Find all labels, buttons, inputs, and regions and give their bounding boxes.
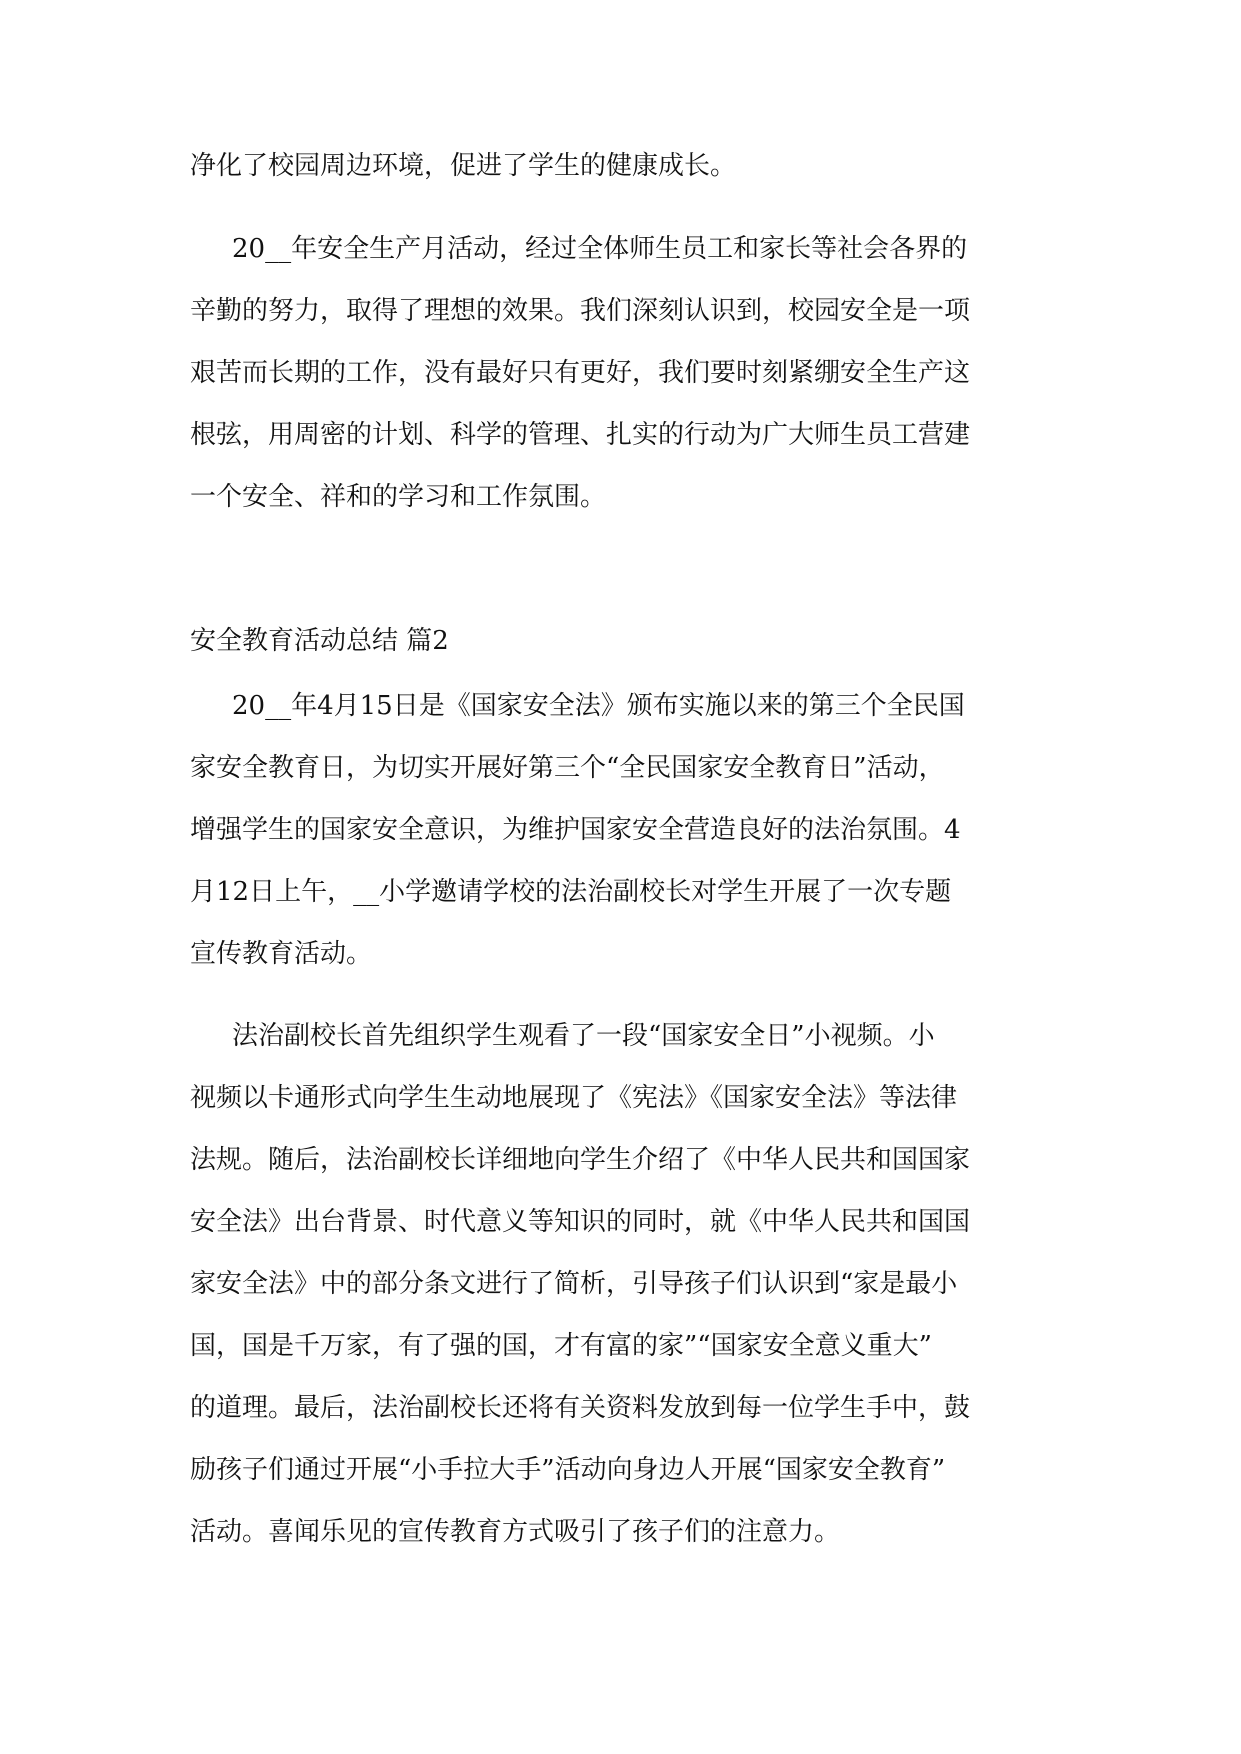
paragraph-line: 活动。喜闻乐见的宣传教育方式吸引了孩子们的注意力。 xyxy=(190,1517,841,1547)
paragraph-line: 的道理。最后，法治副校长还将有关资料发放到每一位学生手中，鼓 xyxy=(190,1393,971,1423)
paragraph-line: 辛勤的努力，取得了理想的效果。我们深刻认识到，校园安全是一项 xyxy=(190,296,971,326)
paragraph-line: 安全法》出台背景、时代意义等知识的同时，就《中华人民共和国国 xyxy=(190,1207,971,1237)
paragraph-line: 家安全教育日，为切实开展好第三个“全民国家安全教育日”活动， xyxy=(190,753,945,783)
paragraph-line: 法规。随后，法治副校长详细地向学生介绍了《中华人民共和国国家 xyxy=(190,1145,971,1175)
paragraph-line: 20__年4月15日是《国家安全法》颁布实施以来的第三个全民国 xyxy=(232,691,965,721)
section-heading: 安全教育活动总结 篇2 xyxy=(190,626,449,656)
paragraph-line: 20__年安全生产月活动，经过全体师生员工和家长等社会各界的 xyxy=(232,234,968,264)
paragraph-line: 月12日上午，__小学邀请学校的法治副校长对学生开展了一次专题 xyxy=(190,877,952,907)
paragraph-line: 宣传教育活动。 xyxy=(190,939,373,969)
paragraph-line: 视频以卡通形式向学生生动地展现了《宪法》《国家安全法》等法律 xyxy=(190,1083,958,1113)
paragraph-line: 法治副校长首先组织学生观看了一段“国家安全日”小视频。小 xyxy=(232,1021,935,1051)
paragraph-line: 艰苦而长期的工作，没有最好只有更好，我们要时刻紧绷安全生产这 xyxy=(190,358,971,388)
paragraph-line: 一个安全、祥和的学习和工作氛围。 xyxy=(190,482,607,512)
paragraph-line: 增强学生的国家安全意识，为维护国家安全营造良好的法治氛围。4 xyxy=(190,815,961,845)
paragraph-line: 家安全法》中的部分条文进行了简析，引导孩子们认识到“家是最小 xyxy=(190,1269,958,1299)
paragraph-line: 净化了校园周边环境，促进了学生的健康成长。 xyxy=(190,151,737,181)
paragraph-line: 根弦，用周密的计划、科学的管理、扎实的行动为广大师生员工营建 xyxy=(190,420,971,450)
paragraph-line: 国，国是千万家，有了强的国，才有富的家”“国家安全意义重大” xyxy=(190,1331,932,1361)
paragraph-line: 励孩子们通过开展“小手拉大手”活动向身边人开展“国家安全教育” xyxy=(190,1455,946,1485)
